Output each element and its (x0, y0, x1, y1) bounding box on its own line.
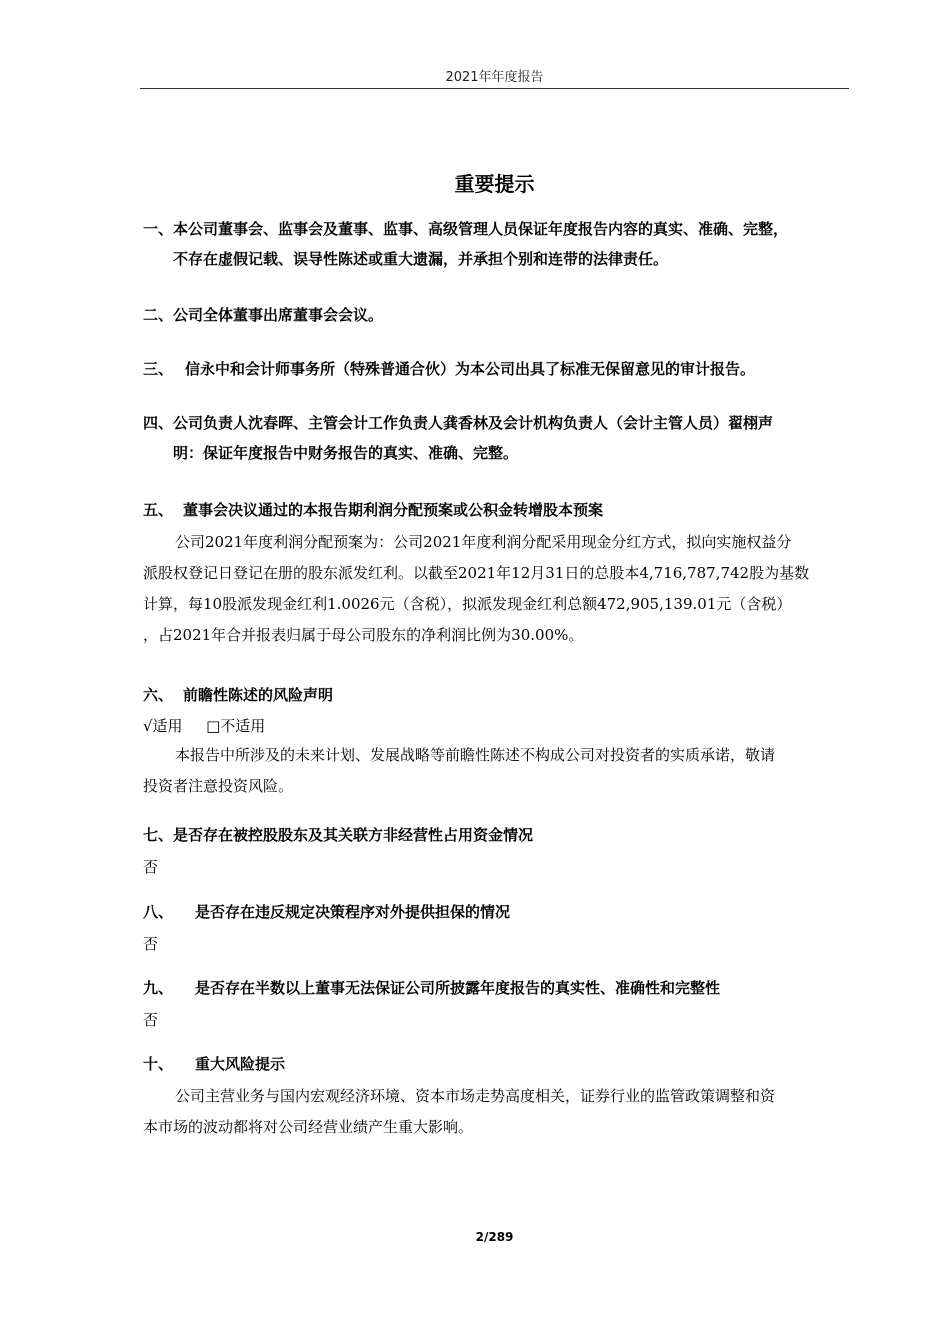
section-7-heading (143, 820, 853, 850)
section-10-title: 重大风险提示 (195, 1055, 286, 1073)
section-5-title: 董事会决议通过的本报告期利润分配预案或公积金转增股本预案 (183, 501, 604, 519)
section-6-heading (143, 680, 853, 710)
section-7-number: 七、 (143, 826, 174, 844)
section-2 (143, 300, 853, 330)
section-6-line1: 本报告中所涉及的未来计划、发展战略等前瞻性陈述不构成公司对投资者的实质承诺，敬请 (175, 746, 776, 764)
page-title: 重要提示 (454, 172, 535, 196)
section-5-body (143, 527, 853, 651)
header-divider (140, 88, 849, 89)
section-6-line2: 投资者注意投资风险。 (143, 777, 294, 795)
section-5-heading (143, 495, 853, 525)
section-5-number: 五、 (143, 501, 174, 519)
section-4-number: 四、 (143, 414, 174, 432)
section-8-title: 是否存在违反规定决策程序对外提供担保的情况 (195, 903, 511, 921)
section-9-number: 九、 (143, 979, 174, 997)
section-10-heading (143, 1049, 853, 1079)
section-4-line1: 公司负责人沈春晖、主管会计工作负责人龚香林及会计机构负责人（会计主管人员）翟栩声 (173, 414, 774, 432)
section-6-body (143, 712, 853, 802)
section-1 (143, 214, 853, 274)
not-applicable-unchecked: □不适用 (206, 717, 266, 735)
section-7-answer: 否 (143, 858, 159, 876)
section-1-line2: 不存在虚假记载、误导性陈述或重大遗漏，并承担个别和连带的法律责任。 (173, 250, 669, 268)
section-3-number: 三、 (143, 360, 174, 378)
section-8-number: 八、 (143, 903, 174, 921)
section-6-number: 六、 (143, 686, 174, 704)
section-9-title: 是否存在半数以上董事无法保证公司所披露年度报告的真实性、准确性和完整性 (195, 979, 721, 997)
applicable-checked: √适用 (143, 717, 183, 735)
page-number: 2/289 (475, 1230, 514, 1244)
section-7-title: 是否存在被控股股东及其关联方非经营性占用资金情况 (173, 826, 534, 844)
section-4 (143, 408, 853, 468)
section-1-number: 一、 (143, 220, 174, 238)
section-2-number: 二、 (143, 306, 174, 324)
section-5-line3: 计算，每10股派发现金红利1.0026元（含税），拟派发现金红利总额472,905,139.01元（含税） (143, 595, 792, 613)
section-4-line2: 明：保证年度报告中财务报告的真实、准确、完整。 (173, 444, 519, 462)
section-10-number: 十、 (143, 1055, 174, 1073)
section-8-heading (143, 897, 853, 927)
section-5-line2: 派股权登记日登记在册的股东派发红利。以截至2021年12月31日的总股本4,716,787,742股为基数 (143, 564, 810, 582)
section-5-line1: 公司2021年度利润分配预案为：公司2021年度利润分配采用现金分红方式，拟向实施权益分 (175, 533, 792, 551)
section-10-line1: 公司主营业务与国内宏观经济环境、资本市场走势高度相关，证券行业的监管政策调整和资 (175, 1087, 776, 1105)
section-1-line1: 本公司董事会、监事会及董事、监事、高级管理人员保证年度报告内容的真实、准确、完整， (173, 220, 789, 238)
page-header: 2021年年度报告 (445, 70, 544, 85)
section-2-text: 公司全体董事出席董事会会议。 (173, 306, 384, 324)
section-9-heading (143, 973, 853, 1003)
section-10-body (143, 1081, 853, 1143)
section-3 (143, 354, 853, 384)
section-9-answer: 否 (143, 1011, 159, 1029)
section-5-line4: ，占2021年合并报表归属于母公司股东的净利润比例为30.00%。 (143, 626, 584, 644)
section-10-line2: 本市场的波动都将对公司经营业绩产生重大影响。 (143, 1118, 474, 1136)
section-8-answer: 否 (143, 935, 159, 953)
section-6-title: 前瞻性陈述的风险声明 (183, 686, 334, 704)
section-3-text: 信永中和会计师事务所（特殊普通合伙）为本公司出具了标准无保留意见的审计报告。 (185, 360, 756, 378)
